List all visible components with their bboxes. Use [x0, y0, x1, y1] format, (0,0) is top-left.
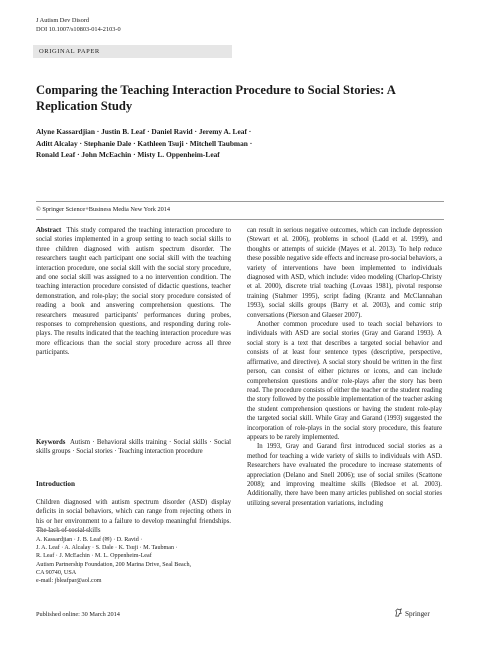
- section-heading: Introduction: [36, 480, 76, 488]
- divider: [36, 201, 444, 202]
- paragraph: Children diagnosed with autism spectrum disorder (ASD) display deficits in social behaviors, which can range from rejecting others in his or her environment to a failure to develop meaningful friendships. The lack of social skills: [36, 499, 231, 535]
- footnote-line: Autism Partnership Foundation, 200 Marina Drive, Seal Beach,: [36, 561, 192, 568]
- abstract-label: Abstract: [36, 227, 62, 234]
- author-affiliation-footnote: [36, 536, 231, 585]
- publisher-name: Springer: [405, 610, 430, 618]
- journal-name: J Autism Dev Disord: [36, 17, 90, 24]
- keywords-label: Keywords: [36, 439, 66, 446]
- right-column: [247, 226, 442, 508]
- abstract-text: This study compared the teaching interaction procedure to social stories implemented in a group setting to teach social skills to three children diagnosed with autism spectrum disorder. The researchers taught each participant one social skill with the teaching interaction procedure, one social skill with the social story procedure, and one social skill was assigned to a no intervention condition. The teaching interaction procedure consisted of didactic questions, teacher demonstration, and role-play; the social story procedure consisted of reading a book and answering comprehension questions. The researchers measured participants' performances during probes, responses to comprehension questions, and responding during role-plays. The results indicated that the teaching interaction procedure was more efficacious than the social story procedure across all three participants.: [36, 227, 231, 357]
- paragraph: can result in serious negative outcomes, which can include depression (Stewart et al. 2006), problems in school (Ladd et al. 1999), and thoughts or attempts of suicide (Mayes et al. 2013). To help reduce these possible negative side effects and increase pro-social behaviors, a variety of interventions have been implemented to individuals diagnosed with ASD, which include: video modeling (Charlop-Christy et al. 2000), discrete trial teaching (Lovaas 1981), pivotal response training (Stahmer 1995), script fading (Krantz and McClannahan 1993), social skills groups (Barry et al. 2003), and comic strip conversations (Pierson and Glaeser 2007).: [247, 227, 442, 319]
- doi: DOI 10.1007/s10803-014-2103-0: [36, 26, 121, 33]
- abstract: [36, 226, 231, 358]
- author-list: [36, 126, 336, 161]
- divider: [36, 219, 444, 220]
- footnote-line: J. A. Leaf · A. Alcalay · S. Dale · K. Tsuji · M. Taubman ·: [36, 545, 178, 552]
- keywords-text: Autism · Behavioral skills training · Social skills · Social skills groups · Social stories · Teaching interaction procedure: [36, 439, 231, 456]
- footnote-line: CA 90740, USA: [36, 569, 77, 576]
- article-type-badge: ORIGINAL PAPER: [33, 45, 232, 58]
- paragraph: Another common procedure used to teach social behaviors to individuals with ASD are social stories (Gray and Garand 1993). A social story is a text that describes a targeted social behavior and consists of at least four sentence types (descriptive, perspective, affirmative, and directive). A social story should be written in the first person, can consist of either pictures or icons, and can include comprehension questions and/or role-plays after the story has been read. The procedure consists of either the teacher or the student reading the story followed by the possible implementation of the teacher asking the student comprehension questions or having the student role-play the targeted social skill. While Gray and Garand (1993) suggested the incorporation of role-plays in the social story procedure, this feature appears to be rarely implemented.: [247, 321, 442, 441]
- article-title: Comparing the Teaching Interaction Procedure to Social Stories: A Replication Study: [36, 83, 396, 113]
- copyright-notice: © Springer Science+Business Media New York 2014: [36, 206, 171, 213]
- footnote-divider: [36, 530, 91, 531]
- publisher-logo: [394, 608, 430, 618]
- footnote-line: A. Kassardjian · J. B. Leaf (✉) · D. Ravid ·: [36, 537, 143, 543]
- keywords: [36, 438, 231, 457]
- footnote-line: R. Leaf · J. McEachin · M. L. Oppenheim-Leaf: [36, 553, 152, 560]
- published-online-date: Published online: 30 March 2014: [36, 611, 120, 618]
- footnote-email: e-mail: jbleafpar@aol.com: [36, 578, 102, 585]
- paragraph: In 1993, Gray and Garand first introduced social stories as a method for teaching a wide variety of skills to individuals with ASD. Researchers have evaluated the procedure to increase statements of appreciation (Delano and Snell 2006); use of social smiles (Scattone 2008); and improving mealtime skills (Bledsoe et al. 2003). Additionally, there have been many articles published on social stories utilizing several presentation variations, including: [247, 443, 442, 507]
- author-line: Aditt Alcalay · Stephanie Dale · Kathleen Tsuji · Mitchell Taubman ·: [36, 138, 253, 148]
- springer-horse-icon: [394, 608, 403, 617]
- author-line: Alyne Kassardjian · Justin B. Leaf · Daniel Ravid · Jeremy A. Leaf ·: [36, 127, 252, 136]
- author-line: Ronald Leaf · John McEachin · Misty L. Oppenheim-Leaf: [36, 150, 220, 159]
